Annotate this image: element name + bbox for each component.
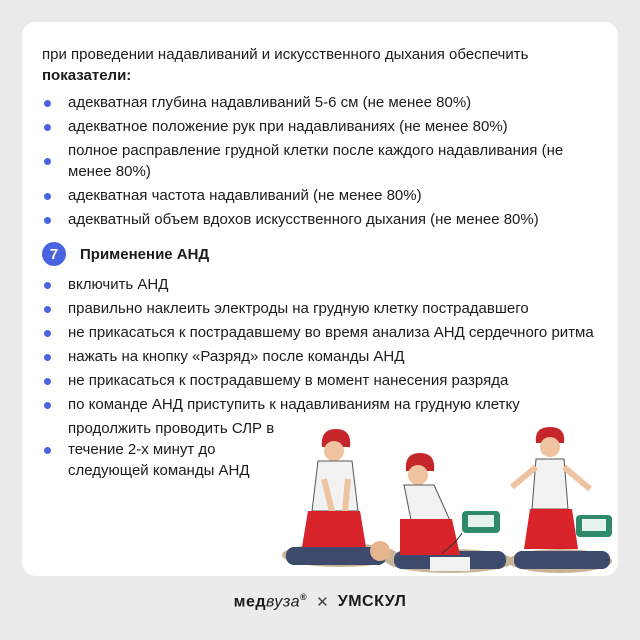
bullet-dot-icon — [44, 354, 51, 361]
bullet-dot-icon — [44, 282, 51, 289]
list-item: правильно наклеить электроды на грудную клетку пострадавшего — [22, 298, 618, 319]
bullet-dot-icon — [44, 124, 51, 131]
section-heading — [42, 242, 209, 266]
rescuer-standclear-figure — [508, 427, 612, 573]
bullet-dot-icon — [44, 402, 51, 409]
list-item: нажать на кнопку «Разряд» после команды АНД — [22, 346, 618, 367]
multiply-icon: ✕ — [316, 593, 329, 611]
list-item: по команде АНД приступить к надавливаниям на грудную клетку — [22, 394, 618, 415]
meduza-logo: медвуза® — [233, 592, 308, 611]
list-item: не прикасаться к пострадавшему во время анализа АНД сердечного ритма — [22, 322, 618, 343]
list-item: адекватная глубина надавливаний 5-6 см (не менее 80%) — [22, 92, 618, 113]
cpr-aed-illustration — [262, 427, 618, 576]
list-item: продолжить проводить СЛР в течение 2-х минут до следующей команды АНД — [22, 418, 296, 481]
indicators-list — [22, 92, 618, 233]
content-card — [22, 22, 618, 576]
bullet-dot-icon — [44, 158, 51, 165]
bullet-dot-icon — [44, 100, 51, 107]
list-item: адекватное положение рук при надавливаниях (не менее 80%) — [22, 116, 618, 137]
rescuer-compressions-figure — [282, 429, 398, 567]
bullet-dot-icon — [44, 447, 51, 454]
umskul-logo: УМСКУЛ — [337, 592, 407, 610]
section-title: Применение АНД — [80, 245, 210, 263]
list-item: адекватный объем вдохов искусственного дыхания (не менее 80%) — [22, 209, 618, 230]
list-item: включить АНД — [22, 274, 618, 295]
bullet-dot-icon — [44, 306, 51, 313]
bullet-dot-icon — [44, 193, 51, 200]
list-item: не прикасаться к пострадавшему в момент нанесения разряда — [22, 370, 618, 391]
bullet-dot-icon — [44, 378, 51, 385]
list-item: полное расправление грудной клетки после каждого надавливания (не менее 80%) — [22, 140, 618, 182]
rescuer-electrodes-figure — [386, 453, 514, 573]
intro-paragraph — [42, 44, 602, 86]
footer-brands — [0, 592, 640, 611]
section-number-badge: 7 — [42, 242, 66, 266]
list-item: адекватная частота надавливаний (не менее 80%) — [22, 185, 618, 206]
intro-bold: показатели: — [42, 67, 132, 84]
bullet-dot-icon — [44, 217, 51, 224]
intro-text: при проведении надавливаний и искусственного дыхания обеспечить — [42, 46, 529, 63]
bullet-dot-icon — [44, 330, 51, 337]
aed-device-icon — [576, 515, 612, 537]
